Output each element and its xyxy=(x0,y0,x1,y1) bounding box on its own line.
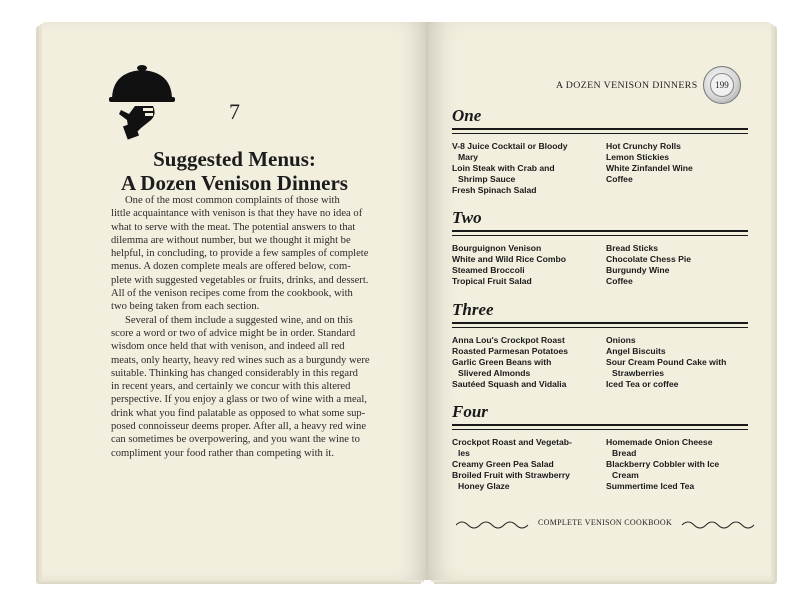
menu-item: Steamed Broccoli xyxy=(452,265,525,275)
body-line: two being taken from each section. xyxy=(111,301,260,313)
page-footer xyxy=(456,516,756,532)
chapter-number: 7 xyxy=(229,99,240,124)
body-line: compliment your food rather than competing with it. xyxy=(111,447,335,459)
body-line: Several of them include a suggested wine, and on this xyxy=(125,314,353,326)
menu-item: Bourguignon Venison xyxy=(452,243,542,253)
menu-item-continuation: Bread xyxy=(612,448,637,458)
menu-item: Burgundy Wine xyxy=(606,265,670,275)
menu-title: Four xyxy=(452,402,488,421)
menu-item: Garlic Green Beans with xyxy=(452,357,552,367)
body-line: menus. A dozen complete meals are offered below, com- xyxy=(111,261,351,273)
menu-item: Summertime Iced Tea xyxy=(606,481,695,491)
running-header: A DOZEN VENISON DINNERS xyxy=(556,80,698,91)
body-line: perspective. If you enjoy a glass or two of wine with a meal, xyxy=(111,394,367,406)
menu-item: Anna Lou's Crockpot Roast xyxy=(452,335,565,345)
menu-item: Bread Sticks xyxy=(606,243,659,253)
body-line: posed connoisseur deems proper. After all, a heavy red wine xyxy=(111,421,367,433)
body-line: All of the venison recipes come from the cookbook, with xyxy=(111,288,353,300)
menu-item: Roasted Parmesan Potatoes xyxy=(452,346,569,356)
menu-column-right xyxy=(606,437,751,492)
menu-item: White Zinfandel Wine xyxy=(606,163,693,173)
menu-item: Tropical Fruit Salad xyxy=(452,276,532,286)
body-line: score a word or two of advice might be in order. Standard xyxy=(111,327,356,339)
body-line: suitable. Thinking has changed considerably in this regard xyxy=(111,367,358,379)
menu-item: Coffee xyxy=(606,174,633,184)
page-number-medallion xyxy=(703,66,741,104)
menu-item: Coffee xyxy=(606,276,633,286)
right-page xyxy=(428,22,771,580)
body-line: plete with suggested vegetables or fruits, drinks, and dessert. xyxy=(111,274,369,286)
body-line: meats, only hearty, heavy red wines such as a burgundy were xyxy=(111,354,370,366)
body-line: in recent years, and certainly we concur with this altered xyxy=(111,381,351,393)
menu-item-continuation: Strawberries xyxy=(612,368,665,378)
menu-column-left xyxy=(452,335,602,390)
menu-item: White and Wild Rice Combo xyxy=(452,254,567,264)
menu-item: Homemade Onion Cheese xyxy=(606,437,713,447)
menu-item: Broiled Fruit with Strawberry xyxy=(452,470,570,480)
body-line: helpful, in concluding, to provide a few samples of complete xyxy=(111,248,369,260)
chapter-title xyxy=(42,147,427,195)
menu-column-left xyxy=(452,141,602,196)
body-line: dilemma are without number, but we thought it might be xyxy=(111,234,351,246)
menu-rule xyxy=(452,128,748,134)
menu-rule xyxy=(452,230,748,236)
menu-item: Iced Tea or coffee xyxy=(606,379,679,389)
menu-item-continuation: Shrimp Sauce xyxy=(458,174,516,184)
body-line: what to serve with the meat. The potential answers to that xyxy=(111,221,356,233)
menu-item: Loin Steak with Crab and xyxy=(452,163,555,173)
menu-item-continuation: les xyxy=(458,448,470,458)
body-line: One of the most common complaints of those with xyxy=(125,195,340,206)
body-line: little acquaintance with venison is that they have no idea of xyxy=(111,208,363,220)
chapter-title-line-1: Suggested Menus: xyxy=(153,147,316,171)
page-number: 199 xyxy=(710,73,734,97)
menu-section xyxy=(452,402,748,491)
menu-item: Creamy Green Pea Salad xyxy=(452,459,554,469)
menu-item: Blackberry Cobbler with Ice xyxy=(606,459,720,469)
menu-title: Three xyxy=(452,300,494,319)
menu-item: Sautéed Squash and Vidalia xyxy=(452,379,567,389)
menu-item-continuation: Honey Glaze xyxy=(458,481,510,491)
menu-item: V-8 Juice Cocktail or Bloody xyxy=(452,141,568,151)
menu-column-right xyxy=(606,335,751,390)
menu-section xyxy=(452,106,748,195)
chapter-body-text xyxy=(111,194,401,460)
menu-column-right xyxy=(606,243,751,287)
body-line: can sometimes be overpowering, and you want the wine to xyxy=(111,434,360,446)
menu-column-left xyxy=(452,437,602,492)
footer-text: COMPLETE VENISON COOKBOOK xyxy=(538,518,673,527)
menu-item: Chocolate Chess Pie xyxy=(606,254,692,264)
menu-section xyxy=(452,208,748,286)
menu-item: Onions xyxy=(606,335,636,345)
menu-item: Crockpot Roast and Vegetab- xyxy=(452,437,572,447)
chapter-title-line-2: A Dozen Venison Dinners xyxy=(121,171,348,195)
menu-column-left xyxy=(452,243,602,287)
menu-section xyxy=(452,300,748,389)
menu-item-continuation: Mary xyxy=(458,152,479,162)
menu-item: Lemon Stickies xyxy=(606,152,670,162)
open-book xyxy=(30,22,775,582)
body-line: wisdom once held that with venison, and indeed all red xyxy=(111,341,345,353)
menu-item: Hot Crunchy Rolls xyxy=(606,141,681,151)
menu-item: Fresh Spinach Salad xyxy=(452,185,537,195)
menu-title: One xyxy=(452,106,482,125)
menu-item: Sour Cream Pound Cake with xyxy=(606,357,727,367)
menu-rule xyxy=(452,322,748,328)
menu-item-continuation: Cream xyxy=(612,470,639,480)
menu-title: Two xyxy=(452,208,482,227)
left-page xyxy=(42,22,427,580)
menu-item-continuation: Slivered Almonds xyxy=(458,368,531,378)
body-line: drink what you find palatable as opposed to what some sup- xyxy=(111,407,366,419)
menu-rule xyxy=(452,424,748,430)
menu-column-right xyxy=(606,141,751,185)
menu-item: Angel Biscuits xyxy=(606,346,666,356)
